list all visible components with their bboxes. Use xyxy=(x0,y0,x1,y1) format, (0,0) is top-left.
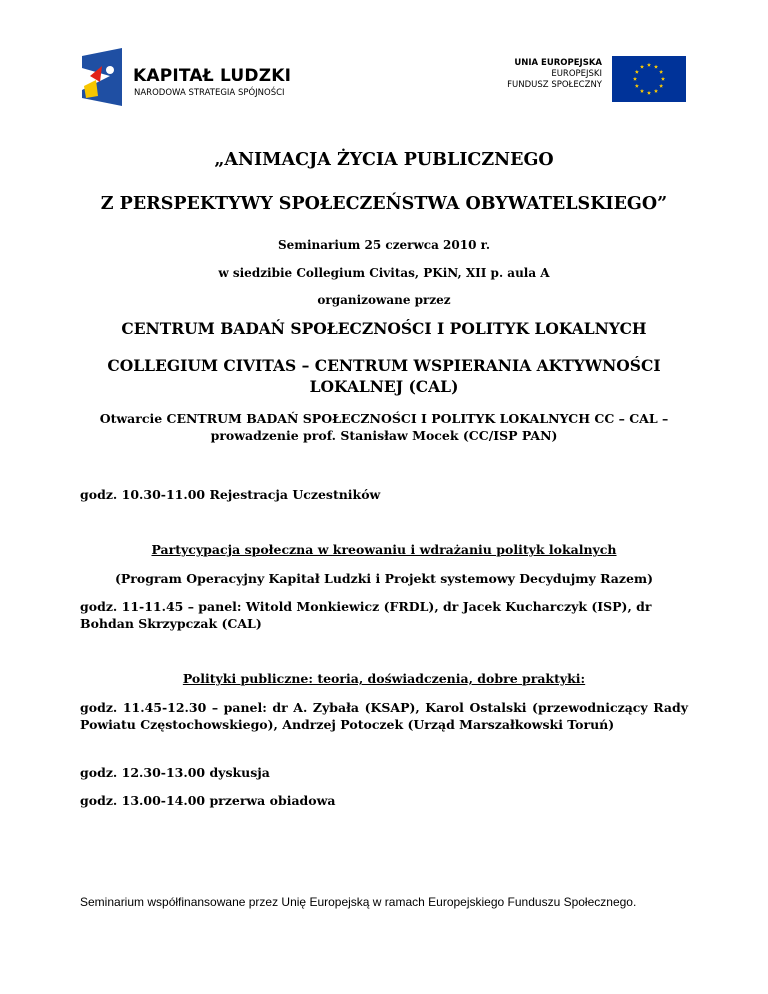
eu-label-social-fund: FUNDUSZ SPOŁECZNY xyxy=(507,80,602,90)
title-line-1: „ANIMACJA ŻYCIA PUBLICZNEGO xyxy=(214,150,554,170)
section-2-panel: godz. 11.45-12.30 – panel: dr A. Zybała (KSAP), Karol Ostalski (przewodniczący Rady Powiatu Częstochowskiego), Andrzej Potoczek (Urząd Marszałkowski Toruń) xyxy=(80,700,688,732)
seminar-date: Seminarium 25 czerwca 2010 r. xyxy=(277,238,491,252)
opening-note xyxy=(80,410,688,444)
section-2-lunch: godz. 13.00-14.00 przerwa obiadowa xyxy=(80,793,336,808)
seminar-venue: w siedzibie Collegium Civitas, PKiN, XII p. aula A xyxy=(218,266,550,280)
eu-label-european: EUROPEJSKI xyxy=(551,69,602,79)
section-1-heading: Partycypacja społeczna w kreowaniu i wdrażaniu polityk lokalnych xyxy=(151,542,617,557)
section-2-heading: Polityki publiczne: teoria, doświadczenia, dobre praktyki: xyxy=(182,671,586,686)
kapital-ludzki-logo xyxy=(80,46,320,110)
page-header xyxy=(0,0,768,120)
eu-label-union: UNIA EUROPEJSKA xyxy=(514,58,602,68)
organizer-college-line-2: LOKALNEJ (CAL) xyxy=(309,377,459,396)
registration-item: godz. 10.30-11.00 Rejestracja Uczestników xyxy=(80,487,381,502)
section-2-discussion: godz. 12.30-13.00 dyskusja xyxy=(80,765,270,780)
title-line-2: Z PERSPEKTYWY SPOŁECZEŃSTWA OBYWATELSKIEGO” xyxy=(100,194,668,214)
eu-fund-label xyxy=(500,58,602,91)
section-1-panel: godz. 11-11.45 – panel: Witold Monkiewicz (FRDL), dr Jacek Kucharczyk (ISP), dr Bohdan Skrzypczak (CAL) xyxy=(80,599,652,631)
opening-line-1: Otwarcie CENTRUM BADAŃ SPOŁECZNOŚCI I POLITYK LOKALNYCH CC – CAL – xyxy=(99,411,669,426)
kapital-ludzki-emblem-icon xyxy=(80,46,124,108)
kapital-ludzki-title: KAPITAŁ LUDZKI xyxy=(133,66,292,86)
section-1-subheading: (Program Operacyjny Kapitał Ludzki i Projekt systemowy Decydujmy Razem) xyxy=(114,571,654,586)
kapital-ludzki-subtitle: NARODOWA STRATEGIA SPÓJNOŚCI xyxy=(134,88,285,98)
organizer-center: CENTRUM BADAŃ SPOŁECZNOŚCI I POLITYK LOKALNYCH xyxy=(121,319,647,338)
organizer-college xyxy=(80,355,688,397)
eu-flag-icon xyxy=(612,56,686,102)
opening-line-2: prowadzenie prof. Stanisław Mocek (CC/ISP PAN) xyxy=(210,428,558,443)
organizer-college-line-1: COLLEGIUM CIVITAS – CENTRUM WSPIERANIA AKTYWNOŚCI xyxy=(107,356,661,375)
organized-by: organizowane przez xyxy=(317,293,451,307)
footer-note: Seminarium współfinansowane przez Unię Europejską w ramach Europejskiego Funduszu Społecznego. xyxy=(80,895,637,909)
